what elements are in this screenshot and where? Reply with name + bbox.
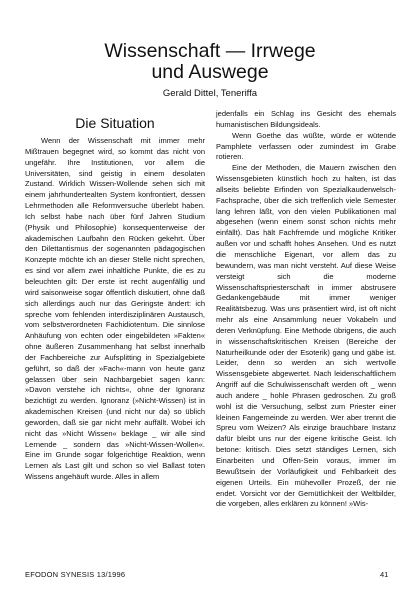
article-author: Gerald Dittel, Teneriffa: [162, 88, 258, 99]
paragraph: Wenn der Wissenschaft mit immer mehr Mißtrauen begegnet wird, so kommt das nicht von ungefähr. Ihre Institutionen, vor allem die Universitäten, sind geistig in einem desolaten Zustand. Wirklich Wissen-Wollende sehen sich mit einem jahrhundertealten System konfrontiert, dessen Lehrmethoden alle Reformversuche überlebt haben. Ich selbst habe nach über fünf Jahren Studium (Physik und Philosophie) konsequenterweise der akademischen Laufbahn den Rücken gekehrt. Über den Dilettantismus der sogenannten pädagogischen Konzepte möchte ich an dieser Stelle nicht sprechen, es sind vor allem zwei inhaltliche Punkte, die es zu beleuchten gilt: Der erste ist recht augenfällig und wird saisonweise sogar öffentlich diskutiert, ohne daß sich allerdings auch nur das Geringste ändert: ich spreche vom fehlenden interdisziplinären Austausch, vom selbstverordneten Fachidiotentum. Die sinnlose Anhäufung von echten oder eingebildeten »Fakten« ohne äußeren Zusammenhang hat selbst innerhalb der Fachbereiche zur Aufsplitting in Spezialgebiete geführt, so daß der »Fach«-mann von heute ganz gelassen über sein Nachbargebiet sagen kann: »Davon verstehe ich nichts«, ohne der Ignoranz bezichtigt zu werden. Ignoranz (»Nicht-Wissen) ist in akademischen Kreisen (und nicht nur da) so üblich geworden, daß sie gar nicht mehr auffällt. Wobei ich nicht das »Nicht Wissen« beklage _ wir alle sind Lernende _ sondern das »Nicht-Wissen-Wollen«. Eine im Grunde sogar folgerichtige Reaktion, wenn Lernen als Last gilt und schon so viel Ballast toten Wissens angehäuft wurde. Alles in allem: [25, 136, 205, 482]
left-column: [25, 111, 205, 483]
journal-footer: EFODON SYNESIS 13/1996: [25, 570, 126, 579]
paragraph: Wenn Goethe das wüßte, würde er wütende Pamphlete verfassen oder zumindest im Grabe rotieren.: [216, 130, 396, 162]
article-title-line-2: und Auswege: [151, 61, 269, 83]
right-column: [216, 109, 396, 510]
paragraph: Eine der Methoden, die Mauern zwischen den Wissensgebieten künstlich hoch zu halten, ist das allseits beliebte Erfinden von Spezialkauderwelsch-Fachsprache, über die sich treffenlich viele Semester lang lehren läßt, von den vielen Publikationen mal abgesehen (wenn einem sonst schon nichts mehr einfällt). Das hält Fachfremde und mögliche Kritiker außen vor und schafft hohes Ansehen. Und es nutzt die menschliche Eigenart, vor allem das zu bewundern, was man nicht versteht. Auf diese Weise versteigt sich die moderne Wissenschaftspriesterschaft in immer abstrusere Gedankengebäude mit immer weniger Realitätsbezug. Was uns präsentiert wird, ist oft nicht mehr als eine Ansammlung neuer Vokabeln und deren Verknüpfung. Eine Methode übrigens, die auch in wissenschaftskritischen Kreisen (Bereiche der Naturheilkunde oder der Esoterik) gang und gäbe ist. Leider, denn so werden an sich wertvolle Wissensgebiete abgewertet. Nach leidenschaftlichem Angriff auf die Schulwissenschaft werden oft _ wenn auch andere _ hohle Phrasen gedroschen. Zu groß wohl ist die Versuchung, selbst zum Priester einer kleinen Fangemeinde zu werden. Wer aber trennt die Spreu vom Weizen? Als einzige brauchbare Instanz dafür bleibt uns nur der eigene kritische Geist. Ich betone: kritisch. Dies setzt ständiges Lernen, sich Einarbeiten und Offen-Sein voraus, immer im Bewußtsein der Vorläufigkeit und Fehlbarkeit des eigenen Urteils. Ein mühevoller Prozeß, der nie endet. Vorsicht vor der Gemütlichkeit der Weltbilder, die vorgeben, alles erklären zu können! »Wis-: [216, 163, 396, 509]
page-number: 41: [380, 570, 389, 579]
paragraph: jedenfalls ein Schlag ins Gesicht des ehemals humanistischen Bildungsideals.: [216, 109, 396, 129]
article-title-line-1: Wissenschaft — Irrwege: [104, 40, 316, 62]
section-heading: Die Situation: [75, 115, 155, 131]
